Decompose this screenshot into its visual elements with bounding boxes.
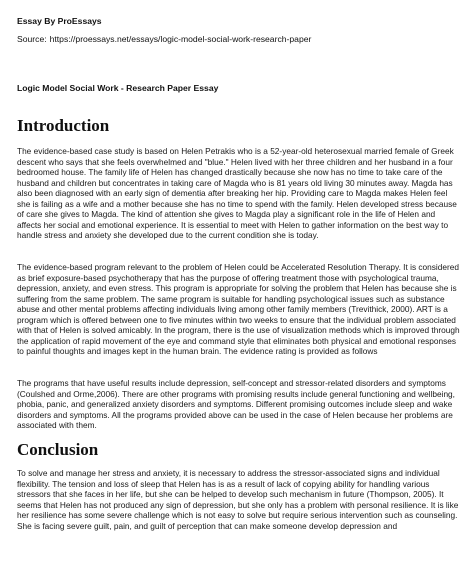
introduction-paragraph-1: The evidence-based case study is based on Helen Petrakis who is a 52-year-old heterosexual married female of Greek descent who says that she feels overwhelmed and "blue." Helen lived with her three children and her husband in a four bedroomed house. The family life of Helen has changed drastically because she now has no time to take care of the husband and children but concentrates in taking care of Magda who is 81 years old living 30 minutes away. Magda has also been diagnosed with an early sign of dementia after breaking her hip. Providing care to Magda makes Helen feel she is failing as a wife and a mother because she has no time to spend with the family. Helen developed stress because of care she gives to Magda. The kind of attention she gives to Magda play a significant role in the life of Helen and affects her social and emotional experience. It is essential to meet with Helen to gather information on the best way to handle stress and anxiety she developed due to the current condition she is today. <box>17 146 457 240</box>
source-line <box>17 34 311 44</box>
introduction-heading: Introduction <box>17 116 110 135</box>
document-title: Logic Model Social Work - Research Paper Essay <box>17 83 219 93</box>
introduction-paragraph-3: The programs that have useful results include depression, self-concept and stressor-related disorders and symptoms (Coulshed and Orme,2006). There are other programs with promising results include general functioning and wellbeing, phobia, panic, and generalized anxiety disorders and symptoms. Different promising outcomes include sleep and wake disorders and symptoms. All the programs provided above can be used in the case of Helen because her problems are associated with them. <box>17 378 455 430</box>
source-label: Source: <box>17 34 47 44</box>
conclusion-heading: Conclusion <box>17 440 99 459</box>
introduction-paragraph-2: The evidence-based program relevant to the problem of Helen could be Accelerated Resolution Therapy. It is considered as brief exposure-based psychotherapy that has the purpose of offering treatment those with psychological trauma, depression, anxiety, and even stress. This program is appropriate for solving the problem that Helen has because she is suffering from the same problem. The same program is suitable for handling psychological issues such as substance abuse and other mental problems affecting individuals living among other family members (Trevithick, 2000). ART is a program which is offered between one to five minutes within two weeks to ensure that the individual problem associated with that of Helen is solved amicably. In the program, there is the use of visualization methods which is improved through the application of rapid movement of the eye and command style that eliminates both physical and emotional responses to painful thoughts and images kept in the human brain. The evidence rating is provided as follows <box>17 262 460 356</box>
source-url: https://proessays.net/essays/logic-model-social-work-research-paper <box>49 34 312 44</box>
site-title: Essay By ProEssays <box>17 16 102 26</box>
conclusion-paragraph-1: To solve and manage her stress and anxiety, it is necessary to address the stressor-associated signs and individual flexibility. The tension and loss of sleep that Helen has is as a result of lack of copying ability for handling various stressors that she faces in her life, but she can be helped to develop such mechanism in future (Thompson, 2005). It seems that Helen has not produced any sign of depression, but she only has a problem with personal resilience. It is like her resilience has some severe challenge which is not easy to solve but require serious intervention such as counseling. She is facing severe guilt, pain, and guilt of perception that can make someone develop depression and <box>17 468 459 531</box>
